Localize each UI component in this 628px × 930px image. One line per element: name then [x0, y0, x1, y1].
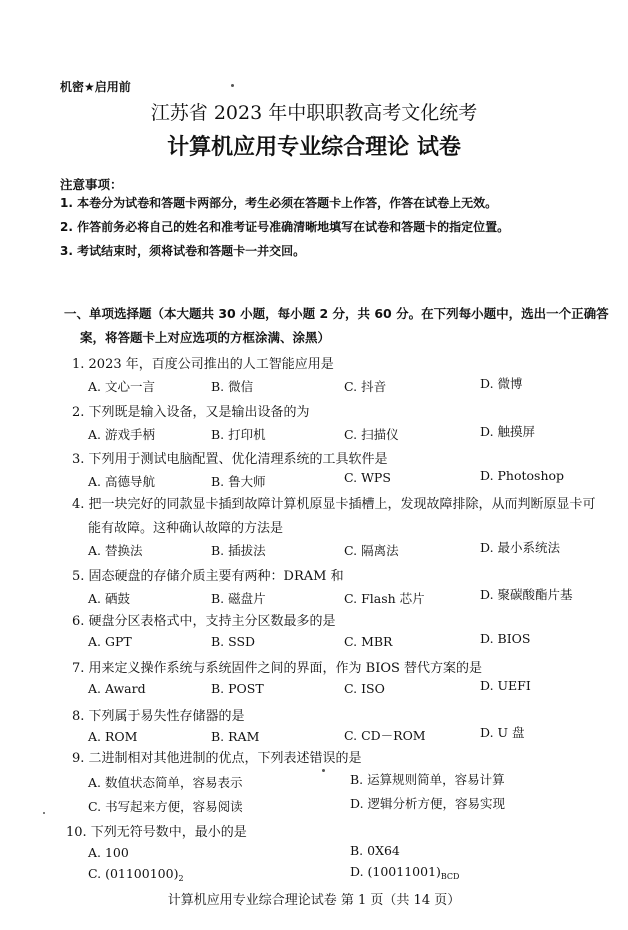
notice-item: 1. 本卷分为试卷和答题卡两部分，考生必须在答题卡上作答，作答在试卷上无效。 — [60, 196, 498, 210]
option-c — [88, 866, 184, 883]
notice-item: 3. 考试结束时，须将试卷和答题卡一并交回。 — [60, 244, 306, 258]
option-d: D. Photoshop — [480, 468, 565, 483]
scan-speck — [231, 84, 234, 87]
option-b: B. 微信 — [211, 379, 254, 394]
option-c: C. CD－ROM — [344, 728, 426, 743]
option-b: B. 0X64 — [350, 843, 400, 858]
option-a: A. GPT — [88, 634, 132, 649]
option-a: A. 数值状态简单，容易表示 — [88, 775, 243, 790]
option-d: D. U 盘 — [480, 725, 525, 740]
option-c: C. MBR — [344, 634, 393, 649]
option-d: D. 触摸屏 — [480, 424, 536, 439]
option-a: A. 文心一言 — [88, 379, 155, 394]
scan-speck — [322, 769, 325, 772]
option-a: A. 硒鼓 — [88, 591, 130, 606]
paper-title: 计算机应用专业综合理论 试卷 — [167, 135, 461, 160]
question-stem: 3. 下列用于测试电脑配置、优化清理系统的工具软件是 — [72, 452, 388, 467]
option-a: A. 游戏手柄 — [88, 427, 155, 442]
question-stem: 8. 下列属于易失性存储器的是 — [72, 709, 245, 724]
notice-item: 2. 作答前务必将自己的姓名和准考证号准确清晰地填写在试卷和答题卡的指定位置。 — [60, 220, 510, 234]
option-d: D. 逻辑分析方便，容易实现 — [350, 796, 506, 811]
question-stem: 2. 下列既是输入设备，又是输出设备的为 — [72, 405, 310, 420]
section-heading: 一、单项选择题（本大题共 30 小题，每小题 2 分，共 60 分。在下列每小题中，选出一个正确答 — [64, 306, 609, 321]
question-stem: 6. 硬盘分区表格式中，支持主分区数最多的是 — [72, 614, 336, 629]
option-d: D. 最小系统法 — [480, 540, 561, 555]
option-c: C. WPS — [344, 470, 391, 485]
option-b: B. RAM — [211, 729, 260, 744]
option-c-value: C. (01100100) — [88, 866, 179, 881]
option-a: A. 高德导航 — [88, 474, 155, 489]
option-b: B. SSD — [211, 634, 256, 649]
scan-speck — [43, 812, 45, 814]
question-stem: 7. 用来定义操作系统与系统固件之间的界面，作为 BIOS 替代方案的是 — [72, 661, 483, 676]
option-d-value: D. (10011001) — [350, 864, 441, 879]
option-c: C. 书写起来方便，容易阅读 — [88, 799, 243, 814]
option-b: B. 磁盘片 — [211, 591, 266, 606]
exam-title: 江苏省 2023 年中职职教高考文化统考 — [150, 102, 478, 124]
question-stem: 4. 把一块完好的同款显卡插到故障计算机原显卡插槽上，发现故障排除，从而判断原显卡可 — [72, 497, 596, 512]
option-c: C. 抖音 — [344, 379, 387, 394]
option-d — [350, 864, 459, 881]
option-b: B. 打印机 — [211, 427, 266, 442]
question-stem: 9. 二进制相对其他进制的优点，下列表述错误的是 — [72, 751, 362, 766]
confidential-mark: 机密★启用前 — [60, 80, 131, 94]
option-c: C. ISO — [344, 681, 385, 696]
radix-subscript: BCD — [440, 872, 460, 881]
option-c: C. 扫描仪 — [344, 427, 399, 442]
option-d: D. UEFI — [480, 678, 531, 693]
option-a: A. Award — [88, 681, 146, 696]
option-c: C. Flash 芯片 — [344, 591, 425, 606]
radix-subscript: 2 — [178, 874, 184, 883]
option-a: A. 100 — [88, 845, 129, 860]
option-a: A. 替换法 — [88, 543, 143, 558]
option-b: B. 插拔法 — [211, 543, 266, 558]
option-d: D. BIOS — [480, 631, 531, 646]
question-stem: 5. 固态硬盘的存储介质主要有两种：DRAM 和 — [72, 569, 344, 584]
page-footer: 计算机应用专业综合理论试卷 第 1 页（共 14 页） — [167, 893, 461, 908]
option-b: B. POST — [211, 681, 264, 696]
question-stem: 1. 2023 年，百度公司推出的人工智能应用是 — [72, 357, 334, 372]
option-b: B. 运算规则简单，容易计算 — [350, 772, 505, 787]
option-d: D. 微博 — [480, 376, 523, 391]
option-b: B. 鲁大师 — [211, 474, 266, 489]
option-d: D. 聚碳酸酯片基 — [480, 587, 573, 602]
notice-heading: 注意事项： — [60, 177, 123, 192]
question-stem-cont: 能有故障。这种确认故障的方法是 — [88, 521, 284, 536]
option-c: C. 隔离法 — [344, 543, 399, 558]
section-heading-cont: 案，将答题卡上对应选项的方框涂满、涂黑） — [80, 330, 331, 345]
option-a: A. ROM — [88, 729, 138, 744]
question-stem: 10. 下列无符号数中，最小的是 — [66, 825, 247, 840]
